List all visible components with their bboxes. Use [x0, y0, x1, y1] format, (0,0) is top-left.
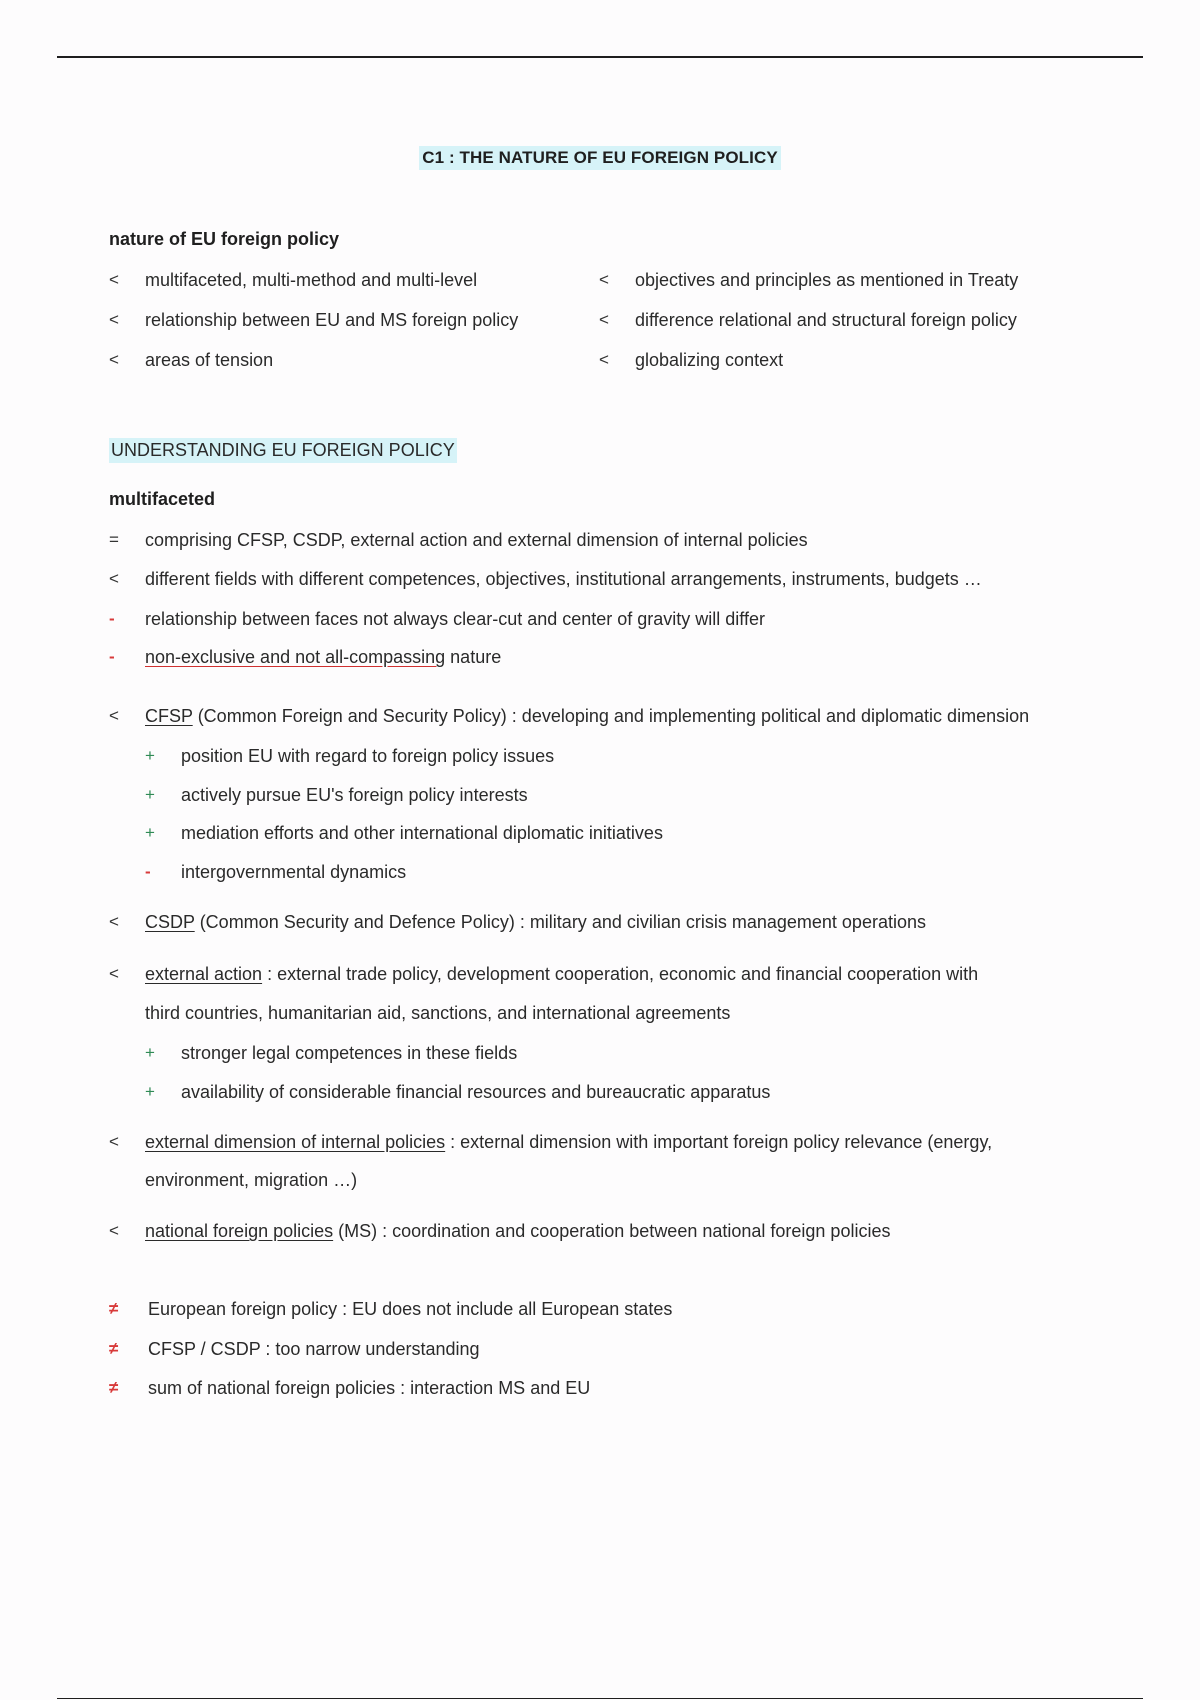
plus-marker: + — [145, 823, 155, 842]
bullet-marker: < — [599, 350, 609, 369]
overview-left-item: areas of tension — [145, 350, 274, 370]
page-title: C1 : THE NATURE OF EU FOREIGN POLICY — [419, 146, 781, 170]
bullet-marker: < — [109, 1221, 119, 1240]
point-text: different fields with different competences, objectives, institutional arrangements, instruments, budgets … — [145, 569, 982, 589]
bullet-marker: < — [109, 964, 119, 983]
external-dimension-text: : external dimension with important foreign policy relevance (energy, — [445, 1132, 993, 1152]
csdp-line — [145, 911, 926, 933]
cfsp-term: CFSP — [145, 706, 193, 726]
bullet-marker: < — [109, 270, 119, 289]
sub-point-text: availability of considerable financial resources and bureaucratic apparatus — [181, 1082, 771, 1102]
equals-marker: = — [109, 530, 119, 549]
external-action-cont: third countries, humanitarian aid, sanctions, and international agreements — [145, 1003, 731, 1023]
overview-heading: nature of EU foreign policy — [109, 229, 340, 249]
bullet-marker: < — [109, 1132, 119, 1151]
bottom-rule — [57, 1698, 1143, 1699]
overview-left-item: relationship between EU and MS foreign policy — [145, 310, 519, 330]
sub-point-text: position EU with regard to foreign policy issues — [181, 746, 555, 766]
point-text: nature — [445, 647, 502, 667]
not-equal-text: sum of national foreign policies : interaction MS and EU — [148, 1378, 591, 1398]
sub-point-text: intergovernmental dynamics — [181, 862, 407, 882]
top-rule — [57, 56, 1143, 58]
not-equal-marker: ≠ — [109, 1378, 119, 1397]
multifaceted-heading: multifaceted — [109, 489, 216, 509]
point-line — [145, 646, 501, 668]
bullet-marker: < — [599, 310, 609, 329]
external-dimension-term: external dimension of internal policies — [145, 1132, 446, 1152]
overview-right-item: difference relational and structural foreign policy — [635, 310, 1017, 330]
point-text: comprising CFSP, CSDP, external action and external dimension of internal policies — [145, 530, 808, 550]
bullet-marker: < — [599, 270, 609, 289]
national-term: national foreign policies — [145, 1221, 334, 1241]
minus-marker: - — [109, 609, 115, 628]
external-dimension-line — [145, 1131, 992, 1153]
minus-marker: - — [145, 862, 151, 881]
cfsp-text: (Common Foreign and Security Policy) : developing and implementing political and diplomatic dimension — [192, 706, 1030, 726]
overview-right-item: globalizing context — [635, 350, 784, 370]
sub-point-text: stronger legal competences in these fields — [181, 1043, 518, 1063]
overview-right-item: objectives and principles as mentioned in Treaty — [635, 270, 1019, 290]
cfsp-line — [145, 705, 1029, 727]
not-equal-text: European foreign policy : EU does not include all European states — [148, 1299, 673, 1319]
national-line — [145, 1220, 890, 1242]
national-text: (MS) : coordination and cooperation between national foreign policies — [333, 1221, 891, 1241]
sub-point-text: mediation efforts and other international diplomatic initiatives — [181, 823, 663, 843]
overview-left-item: multifaceted, multi-method and multi-level — [145, 270, 478, 290]
bullet-marker: < — [109, 706, 119, 725]
term: non-exclusive and not all-compassing — [145, 647, 446, 667]
point-text: relationship between faces not always clear-cut and center of gravity will differ — [145, 609, 765, 629]
bullet-marker: < — [109, 569, 119, 588]
plus-marker: + — [145, 785, 155, 804]
external-action-text: : external trade policy, development cooperation, economic and financial cooperation with — [262, 964, 979, 984]
not-equal-marker: ≠ — [109, 1299, 119, 1318]
section-heading: UNDERSTANDING EU FOREIGN POLICY — [109, 438, 457, 463]
plus-marker: + — [145, 1082, 155, 1101]
external-action-term: external action — [145, 964, 263, 984]
bullet-marker: < — [109, 310, 119, 329]
csdp-term: CSDP — [145, 912, 195, 932]
plus-marker: + — [145, 746, 155, 765]
external-action-line — [145, 963, 978, 985]
not-equal-text: CFSP / CSDP : too narrow understanding — [148, 1339, 480, 1359]
bullet-marker: < — [109, 350, 119, 369]
external-dimension-cont: environment, migration …) — [145, 1170, 358, 1190]
minus-marker: - — [109, 647, 115, 666]
bullet-marker: < — [109, 912, 119, 931]
sub-point-text: actively pursue EU's foreign policy interests — [181, 785, 528, 805]
title-wrap — [0, 146, 1200, 170]
csdp-text: (Common Security and Defence Policy) : military and civilian crisis management operations — [194, 912, 926, 932]
plus-marker: + — [145, 1043, 155, 1062]
not-equal-marker: ≠ — [109, 1339, 119, 1358]
